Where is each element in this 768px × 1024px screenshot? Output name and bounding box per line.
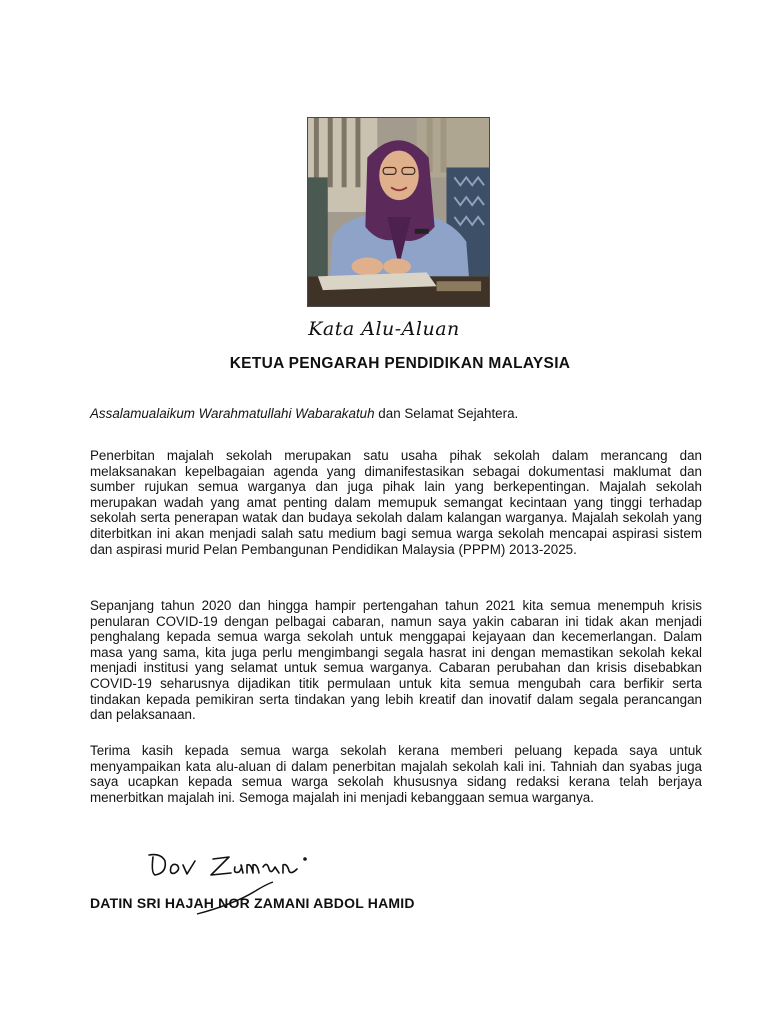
portrait-photo: [307, 117, 490, 307]
page-title: KETUA PENGARAH PENDIDIKAN MALAYSIA: [229, 355, 571, 372]
greeting-rest: dan Selamat Sejahtera.: [374, 406, 519, 421]
handwritten-signature: [145, 845, 315, 885]
signatory-name: DATIN SRI HAJAH NOR ZAMANI ABDOL HAMID: [90, 895, 415, 911]
paragraph-2: Sepanjang tahun 2020 dan hingga hampir pertengahan tahun 2021 kita semua menempuh krisis penularan COVID-19 dengan pelbagai cabaran, namun saya yakin cabaran ini tidak akan menjadi penghalang kepada semua warga sekolah untuk menggapai kejayaan dan kecemerlangan. Dalam masa yang sama, kita juga perlu mengimbangi segala hasrat ini dengan memastikan sekolah kekal menjadi institusi yang selamat untuk semua warganya. Cabaran perubahan dan krisis disebabkan COVID-19 seharusnya dijadikan titik permulaan untuk kita semua mengubah cara berfikir serta tindakan kepada pemikiran serta tindakan yang lebih kreatif dan inovatif dalam segala perancangan dan pelaksanaan.: [90, 598, 702, 723]
paragraph-1: Penerbitan majalah sekolah merupakan satu usaha pihak sekolah dalam merancang dan melaksanakan kepelbagaian agenda yang dimanifestasikan sebagai dokumentasi maklumat dan sumber rujukan semua warganya dan juga pihak lain yang berkepentingan. Majalah sekolah merupakan wadah yang amat penting dalam memupuk semangat kecintaan yang tinggi terhadap sekolah serta penerapan watak dan budaya sekolah dalam kalangan warganya. Majalah sekolah yang diterbitkan ini akan menjadi salah satu medium bagi semua warga sekolah mencapai aspirasi sistem dan aspirasi murid Pelan Pembangunan Pendidikan Malaysia (PPPM) 2013-2025.: [90, 448, 702, 557]
greeting-italic: Assalamualaikum Warahmatullahi Wabarakatuh: [90, 406, 375, 421]
portrait-image: [308, 118, 489, 306]
greeting: [90, 406, 702, 422]
script-heading: Kata Alu-Aluan: [308, 318, 460, 340]
paragraph-3: Terima kasih kepada semua warga sekolah kerana memberi peluang kepada saya untuk menyampaikan kata alu-aluan di dalam penerbitan majalah sekolah kali ini. Tahniah dan syabas juga saya ucapkan kepada semua warga sekolah khususnya sidang redaksi kerana telah berjaya menerbitkan majalah ini. Semoga majalah ini menjadi kebanggaan semua warganya.: [90, 743, 702, 805]
